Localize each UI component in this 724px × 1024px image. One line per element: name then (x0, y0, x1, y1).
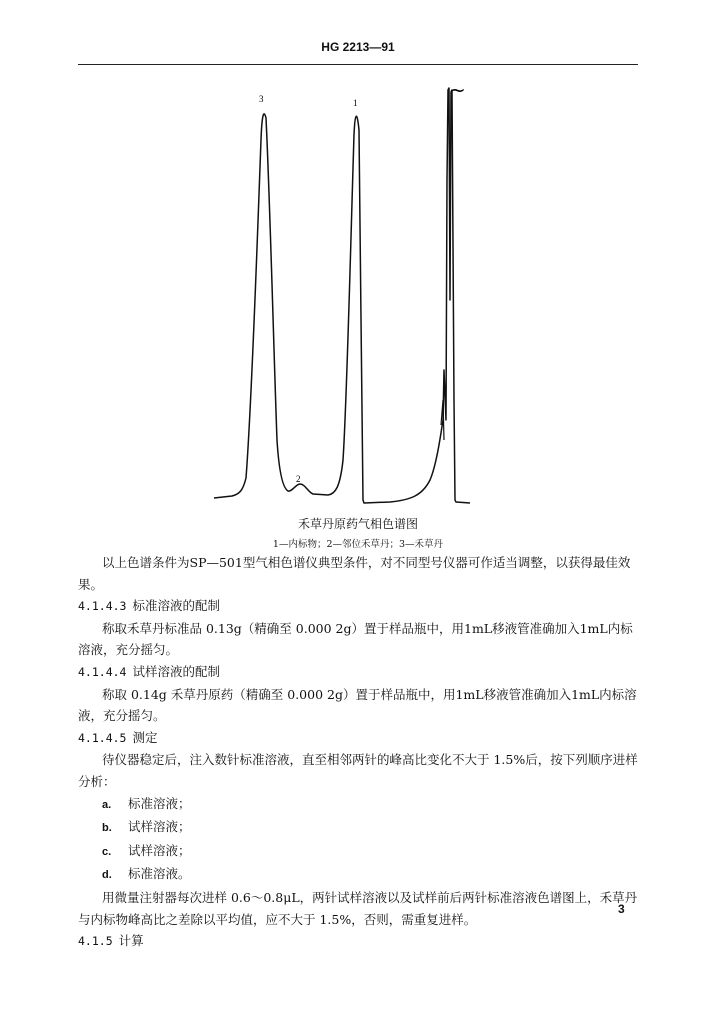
solvent-peak-mark: ~ (449, 78, 466, 102)
body-text (78, 552, 642, 953)
list-item (78, 840, 642, 864)
section-title: 试样溶液的配制 (132, 663, 220, 679)
peak-label-3: 3 (259, 94, 264, 104)
heading-4-1-5 (78, 930, 642, 953)
list-item (78, 816, 642, 840)
list-marker: d. (102, 869, 112, 882)
paragraph-conditions: 以上色谱条件为SP—501型气相色谱仪典型条件，对不同型号仪器可作适当调整，以获得最佳效果。 (78, 555, 631, 592)
section-number: 4.1.4.5 (78, 730, 127, 745)
heading-4-1-4-4 (78, 661, 642, 684)
list-text: 标准溶液。 (128, 866, 191, 882)
list-marker: b. (102, 822, 112, 835)
list-item (78, 793, 642, 817)
figure-caption: 禾草丹原药气相色谱图 (297, 517, 418, 531)
section-number: 4.1.4.4 (78, 664, 127, 679)
paragraph-standard-solution: 称取禾草丹标准品 0.13g（精确至 0.000 2g）置于样品瓶中，用1mL移液管准确加入1mL内标溶液，充分摇匀。 (78, 620, 633, 658)
paragraph-sample-solution: 称取 0.14g 禾草丹原药（精确至 0.000 2g）置于样品瓶中，用1mL移液管准确加入1mL内标溶液，充分摇匀。 (78, 686, 637, 724)
section-title: 计算 (118, 933, 144, 949)
paragraph-measurement: 待仪器稳定后，注入数针标准溶液，直至相邻两针的峰高比变化不大于 1.5%后，按下列顺序进样分析： (78, 752, 638, 789)
list-text: 标准溶液； (128, 795, 191, 811)
list-text: 试样溶液； (128, 842, 191, 858)
list-marker: a. (102, 798, 112, 811)
section-number: 4.1.4.3 (78, 599, 127, 614)
list-item (78, 863, 642, 887)
page-number: 3 (618, 902, 625, 916)
header-rule (78, 64, 638, 65)
heading-4-1-4-5 (78, 727, 642, 750)
chromatogram-figure (0, 70, 724, 510)
peak-label-2: 2 (296, 474, 301, 484)
list-text: 试样溶液； (128, 819, 191, 835)
paragraph-injection: 用微量注射器每次进样 0.6～0.8μL，两针试样溶液以及试样前后两针标准溶液色谱图上，禾草丹与内标物峰高比之差除以平均值，应不大于 1.5%，否则，需重复进样。 (78, 889, 638, 927)
standard-code-header: HG 2213—91 (321, 40, 395, 54)
section-title: 测定 (132, 729, 158, 745)
chromatogram-trace (214, 88, 470, 503)
peak-label-1: 1 (353, 98, 358, 108)
figure-legend: 1—内标物；2—邻位禾草丹；3—禾草丹 (272, 539, 444, 550)
heading-4-1-4-3 (78, 595, 642, 618)
list-marker: c. (102, 845, 112, 858)
chromatogram-plot (0, 70, 724, 510)
section-number: 4.1.5 (78, 934, 113, 949)
section-title: 标准溶液的配制 (132, 598, 220, 614)
